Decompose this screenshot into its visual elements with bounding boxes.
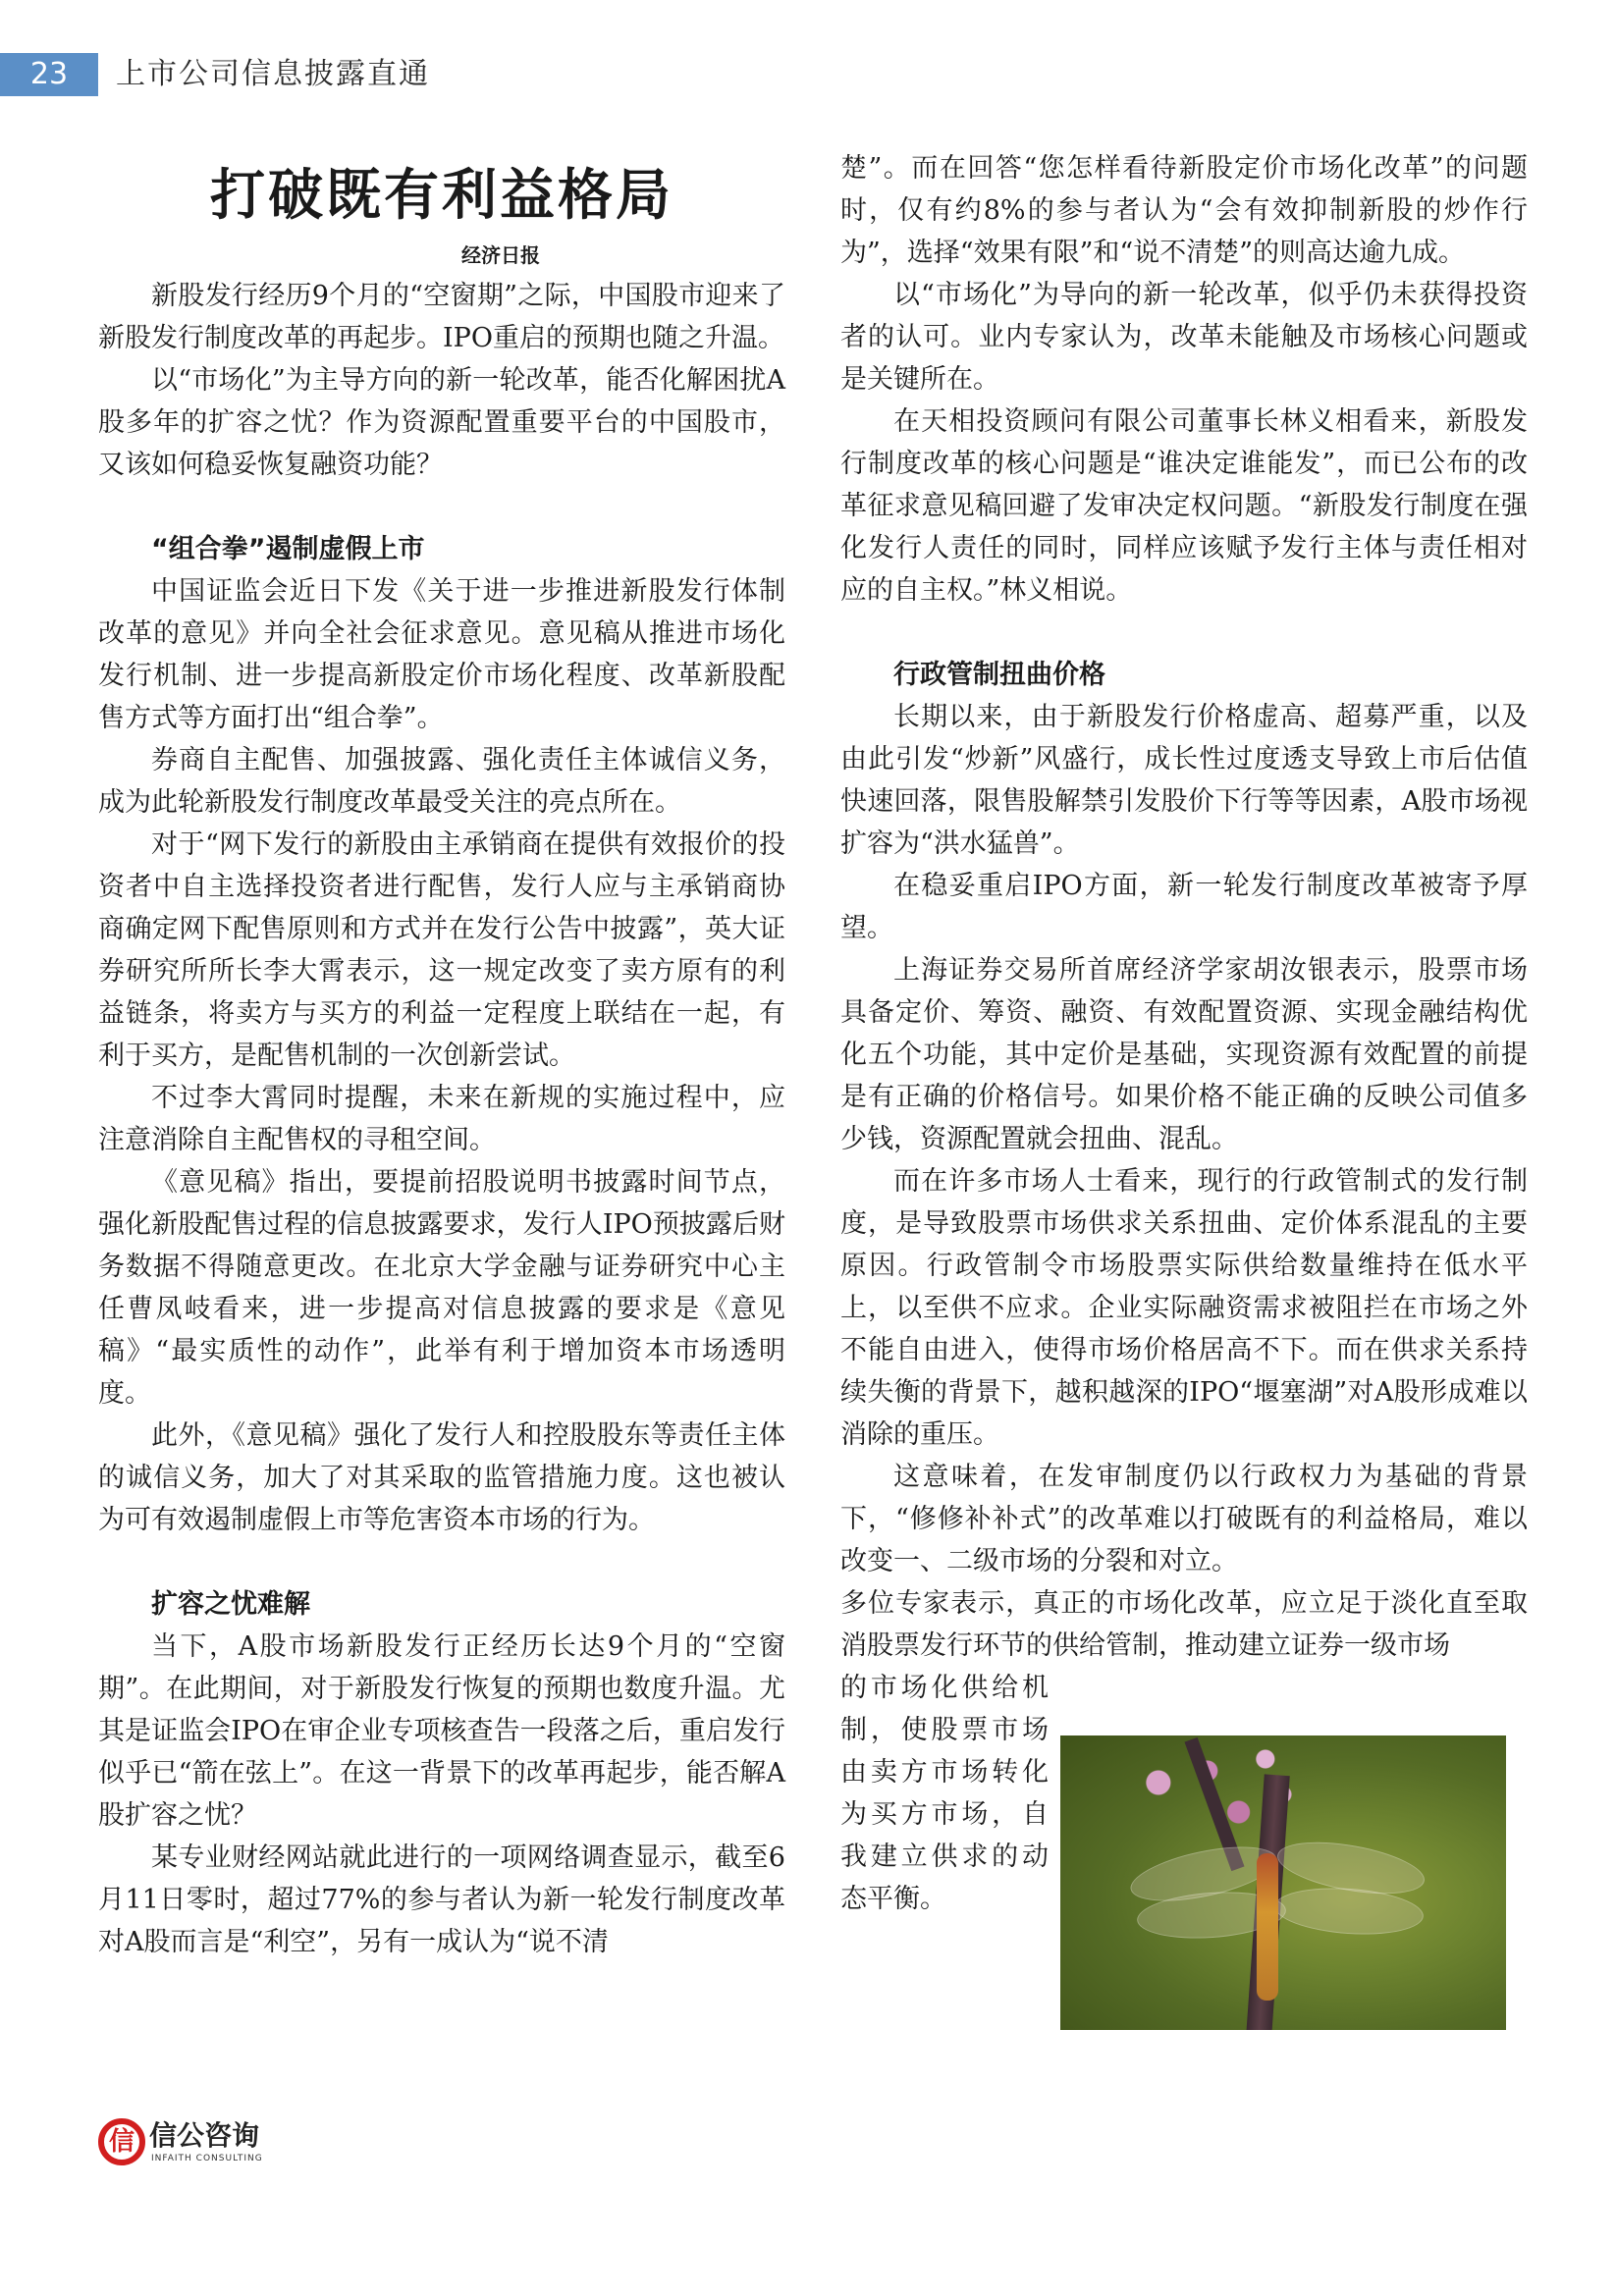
page-number: 23 xyxy=(0,53,98,96)
page-header xyxy=(0,53,1616,96)
header-title: 上市公司信息披露直通 xyxy=(116,57,430,91)
body-paragraph: 中国证监会近日下发《关于进一步推进新股发行体制改革的意见》并向全社会征求意见。意见稿从推进市场化发行机制、进一步提高新股定价市场化程度、改革新股配售方式等方面打出“组合拳”。 xyxy=(98,576,785,733)
body-paragraph: 长期以来，由于新股发行价格虚高、超募严重，以及由此引发“炒新”风盛行，成长性过度透支导致上市后估值快速回落，限售股解禁引发股价下行等等因素，A股市场视扩容为“洪水猛兽”。 xyxy=(840,702,1528,859)
image-wrap-paragraph: 的市场化供给机制，使股票市场由卖方市场转化为买方市场，自我建立供求的动态平衡。 xyxy=(840,1673,1049,1914)
body-paragraph: 新股发行经历9个月的“空窗期”之际，中国股市迎来了新股发行制度改革的再起步。IPO重启的预期也随之升温。 xyxy=(98,281,785,353)
logo-text-en: INFAITH CONSULTING xyxy=(151,2154,263,2163)
article-title: 打破既有利益格局 xyxy=(210,164,673,228)
body-paragraph: 不过李大霄同时提醒，未来在新规的实施过程中，应注意消除自主配售权的寻租空间。 xyxy=(98,1083,785,1155)
body-paragraph: 当下，A股市场新股发行正经历长达9个月的“空窗期”。在此期间，对于新股发行恢复的预期也数度升温。尤其是证监会IPO在审企业专项核查告一段落之后，重启发行似乎已“箭在弦上”。在这一背景下的改革再起步，能否解A股扩容之忧？ xyxy=(98,1631,785,1831)
article-source: 经济日报 xyxy=(461,243,540,267)
body-paragraph: 某专业财经网站就此进行的一项网络调查显示，截至6月11日零时，超过77%的参与者认为新一轮发行制度改革对A股而言是“利空”，另有一成认为“说不清 xyxy=(98,1842,785,1957)
paragraph-gap xyxy=(98,1541,785,1583)
body-paragraph: 对于“网下发行的新股由主承销商在提供有效报价的投资者中自主选择投资者进行配售，发行人应与主承销商协商确定网下配售原则和方式并在发行公告中披露”，英大证券研究所所长李大霄表示，这一规定改变了卖方原有的利益链条，将卖方与买方的利益一定程度上联结在一起，有利于买方，是配售机制的一次创新尝试。 xyxy=(98,829,785,1071)
body-paragraph: 《意见稿》指出，要提前招股说明书披露时间节点，强化新股配售过程的信息披露要求，发行人IPO预披露后财务数据不得随意更改。在北京大学金融与证券研究中心主任曹凤岐看来，进一步提高对信息披露的要求是《意见稿》“最实质性的动作”，此举有利于增加资本市场透明度。 xyxy=(98,1167,785,1409)
body-paragraph: 以“市场化”为导向的新一轮改革，似乎仍未获得投资者的认可。业内专家认为，改革未能触及市场核心问题或是关键所在。 xyxy=(840,280,1528,395)
body-paragraph: 券商自主配售、加强披露、强化责任主体诚信义务，成为此轮新股发行制度改革最受关注的亮点所在。 xyxy=(98,745,785,818)
body-paragraph: 上海证券交易所首席经济学家胡汝银表示，股票市场具备定价、筹资、融资、有效配置资源、实现金融结构优化五个功能，其中定价是基础，实现资源有效配置的前提是有正确的价格信号。如果价格不能正确的反映公司值多少钱，资源配置就会扭曲、混乱。 xyxy=(840,955,1528,1154)
body-paragraph: 而在许多市场人士看来，现行的行政管制式的发行制度，是导致股票市场供求关系扭曲、定价体系混乱的主要原因。行政管制令市场股票实际供给数量维持在低水平上，以至供不应求。企业实际融资需求被阻拦在市场之外不能自由进入，使得市场价格居高不下。而在供求关系持续失衡的背景下，越积越深的IPO“堰塞湖”对A股形成难以消除的重压。 xyxy=(840,1166,1528,1450)
infaith-logo xyxy=(98,2114,265,2173)
right-column xyxy=(840,147,1528,1920)
section-heading: 扩容之忧难解 xyxy=(151,1589,310,1620)
paragraph-gap xyxy=(840,612,1528,654)
logo-mark-icon: 信 xyxy=(98,2118,145,2165)
logo-text-cn: 信公咨询 xyxy=(149,2119,260,2152)
body-paragraph: 多位专家表示，真正的市场化改革，应立足于淡化直至取消股票发行环节的供给管制，推动建立证券一级市场 xyxy=(840,1588,1528,1661)
body-paragraph: 以“市场化”为主导方向的新一轮改革，能否化解困扰A股多年的扩容之忧？作为资源配置重要平台的中国股市，又该如何稳妥恢复融资功能？ xyxy=(98,365,785,480)
section-heading: 行政管制扭曲价格 xyxy=(893,660,1105,690)
body-paragraph: 此外，《意见稿》强化了发行人和控股股东等责任主体的诚信义务，加大了对其采取的监管措施力度。这也被认为可有效遏制虚假上市等危害资本市场的行为。 xyxy=(98,1420,785,1535)
body-paragraph: 在稳妥重启IPO方面，新一轮发行制度改革被寄予厚望。 xyxy=(840,871,1528,943)
section-heading: “组合拳”遏制虚假上市 xyxy=(151,534,425,564)
body-paragraph: 在天相投资顾问有限公司董事长林义相看来，新股发行制度改革的核心问题是“谁决定谁能发”，而已公布的改革征求意见稿回避了发审决定权问题。“新股发行制度在强化发行人责任的同时，同样应该赋予发行主体与责任相对应的自主权。”林义相说。 xyxy=(840,406,1528,606)
paragraph-gap xyxy=(98,486,785,528)
body-paragraph: 楚”。而在回答“您怎样看待新股定价市场化改革”的问题时，仅有约8%的参与者认为“会有效抑制新股的炒作行为”，选择“效果有限”和“说不清楚”的则高达逾九成。 xyxy=(840,153,1528,268)
dragonfly-photo xyxy=(1060,1735,1506,2030)
body-paragraph: 这意味着，在发审制度仍以行政权力为基础的背景下，“修修补补式”的改革难以打破既有的利益格局，难以改变一、二级市场的分裂和对立。 xyxy=(840,1462,1528,1576)
left-column xyxy=(98,155,785,1963)
